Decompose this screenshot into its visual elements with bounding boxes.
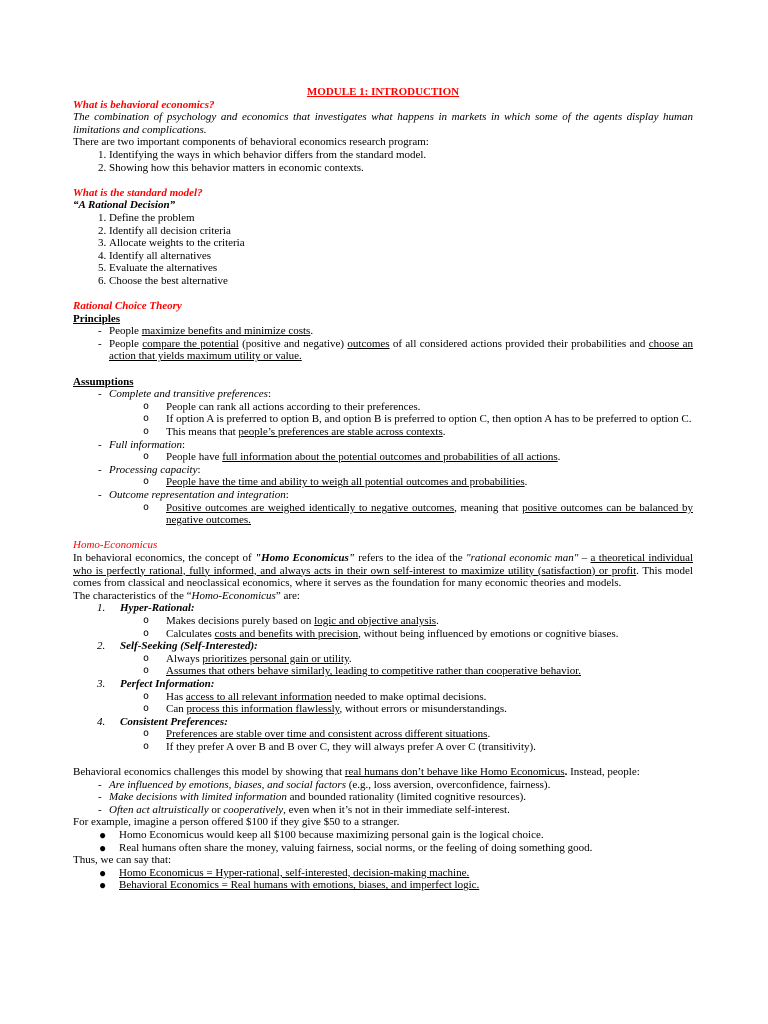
assumptions-list bbox=[73, 388, 693, 401]
homo-economicus-paragraph: In behavioral economics, the concept of "Homo Economicus" refers to the idea of the "rational economic man" – a theoretical individual who is perfectly rational, fully informed, and always acts in their own self-interest to maximize utility (satisfaction) or profit. This model comes from classical and neoclassical economics, where it serves as the foundation for many economic theories and models. bbox=[73, 551, 694, 590]
list-item: 2. Self-Seeking (Self-Interested): o Always prioritizes personal gain or utility. o Assumes that others behave similarly, leading to competitive rather than cooperative behavior. bbox=[73, 640, 693, 678]
list-item: o Makes decisions purely based on logic and objective analysis. bbox=[143, 614, 439, 627]
list-item: 3. Perfect Information: o Has access to all relevant information needed to make optimal decisions. o Can process this information flawlessly, without errors or misunderstandings. bbox=[73, 678, 693, 716]
list-item: - Often act altruistically or cooperatively, even when it’s not in their immediate self-interest. bbox=[98, 803, 510, 816]
heading-standard-model: What is the standard model? bbox=[73, 186, 203, 199]
characteristics-list bbox=[73, 602, 693, 753]
list-item: o This means that people’s preferences are stable across contexts. bbox=[143, 426, 446, 439]
list-item: - Complete and transitive preferences: bbox=[98, 388, 272, 401]
list-item: 2. Identify all decision criteria bbox=[109, 225, 693, 238]
list-item: ● Homo Economicus would keep all $100 because maximizing personal gain is the logical choice. bbox=[99, 828, 544, 843]
module-title: MODULE 1: INTRODUCTION bbox=[306, 86, 460, 98]
list-item: - Full information: bbox=[98, 438, 186, 451]
components-list bbox=[73, 149, 693, 174]
list-item: ● Homo Economicus = Hyper-rational, self-interested, decision-making machine. bbox=[99, 865, 470, 880]
list-item: o People have the time and ability to weigh all potential outcomes and probabilities. bbox=[143, 476, 528, 489]
list-item: o People have full information about the potential outcomes and probabilities of all actions. bbox=[143, 451, 561, 464]
list-item: o Can process this information flawlessly, without errors or misunderstandings. bbox=[143, 703, 507, 716]
list-item: 5. Evaluate the alternatives bbox=[109, 262, 693, 275]
list-item: 2. Showing how this behavior matters in economic contexts. bbox=[109, 162, 693, 175]
characteristics-intro: The characteristics of the “Homo-Economicus” are: bbox=[73, 589, 300, 602]
list-item: - People maximize benefits and minimize costs. bbox=[98, 325, 314, 338]
list-item: o If they prefer A over B and B over C, they will always prefer A over C (transitivity). bbox=[143, 740, 536, 753]
document-page bbox=[73, 86, 693, 892]
list-item: o Calculates costs and benefits with precision, without being influenced by emotions or cognitive biases. bbox=[143, 627, 619, 640]
list-item: - People compare the potential (positive and negative) outcomes of all considered actions provided their probabilities and choose an action that yields maximum utility or value. bbox=[98, 337, 693, 363]
example-list bbox=[73, 829, 693, 854]
list-item: 1. Define the problem bbox=[109, 212, 693, 225]
list-item: 3. Allocate weights to the criteria bbox=[109, 237, 693, 250]
list-item: ● Behavioral Economics = Real humans with emotions, biases, and imperfect logic. bbox=[99, 878, 480, 893]
list-item: - Make decisions with limited information and bounded rationality (limited cognitive resources). bbox=[98, 791, 527, 804]
conclusion-intro: Thus, we can say that: bbox=[73, 854, 172, 867]
principles-list bbox=[73, 325, 693, 363]
challenge-intro: Behavioral economics challenges this model by showing that real humans don’t behave like Homo Economicus. Instead, people: bbox=[73, 766, 640, 779]
list-item: 4. Consistent Preferences: o Preferences are stable over time and consistent across different situations. o If they prefer A over B and B over C, they will always prefer A over C (transitivity). bbox=[73, 716, 693, 754]
assumptions-heading: Assumptions bbox=[73, 375, 134, 388]
list-item: ● Real humans often share the money, valuing fairness, social norms, or the feeling of doing something good. bbox=[99, 840, 593, 855]
challenge-list bbox=[73, 779, 693, 817]
list-item: 6. Choose the best alternative bbox=[109, 275, 693, 288]
heading-homo-economicus: Homo-Economicus bbox=[73, 539, 158, 552]
list-item: - Processing capacity: bbox=[98, 463, 201, 476]
list-item: o People can rank all actions according to their preferences. bbox=[143, 400, 421, 413]
example-text: For example, imagine a person offered $100 if they give $50 to a stranger. bbox=[73, 816, 400, 829]
heading-behavioral-economics: What is behavioral economics? bbox=[73, 98, 215, 111]
definition-text: The combination of psychology and economics that investigates what happens in markets in which some of the agents display human limitations and complications. bbox=[73, 111, 693, 136]
list-item: 4. Identify all alternatives bbox=[109, 250, 693, 263]
principles-heading: Principles bbox=[73, 312, 121, 325]
list-item: o Assumes that others behave similarly, leading to competitive rather than cooperative behavior. bbox=[143, 665, 582, 678]
heading-rational-choice-theory: Rational Choice Theory bbox=[73, 300, 182, 313]
rational-decision-subheading: “A Rational Decision” bbox=[73, 199, 176, 212]
rational-decision-steps bbox=[73, 212, 693, 288]
list-item: - Are influenced by emotions, biases, and social factors (e.g., loss aversion, overconfidence, fairness). bbox=[98, 778, 551, 791]
list-item: o Always prioritizes personal gain or utility. bbox=[143, 652, 352, 665]
list-item: o Positive outcomes are weighed identically to negative outcomes, meaning that positive outcomes can be balanced by negative outcomes. bbox=[143, 501, 693, 527]
list-item: o Has access to all relevant information needed to make optimal decisions. bbox=[143, 690, 487, 703]
list-item: o Preferences are stable over time and consistent across different situations. bbox=[143, 728, 491, 741]
components-intro: There are two important components of behavioral economics research program: bbox=[73, 136, 429, 149]
list-item: o If option A is preferred to option B, and option B is preferred to option C, then option A has to be preferred to option C. bbox=[143, 413, 692, 426]
list-item: - Outcome representation and integration: bbox=[98, 489, 289, 501]
list-item: 1. Identifying the ways in which behavior differs from the standard model. bbox=[109, 149, 693, 162]
list-item: 1. Hyper-Rational: o Makes decisions purely based on logic and objective analysis. o Calculates costs and benefits with precision, without being influenced by emotions or cognitive biases. bbox=[73, 602, 693, 640]
conclusion-list bbox=[73, 867, 693, 892]
